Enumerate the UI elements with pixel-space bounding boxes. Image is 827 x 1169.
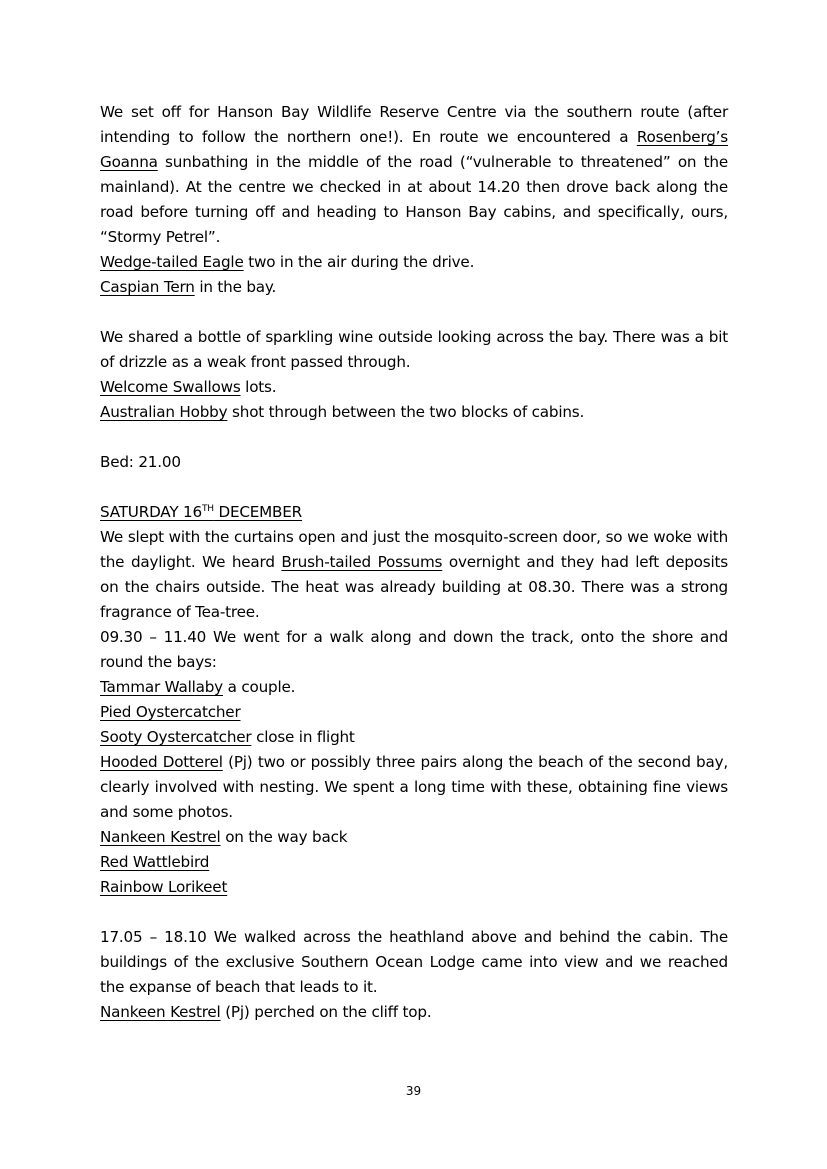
species-name: Rosenberg’s Goanna <box>100 128 728 171</box>
page-number: 39 <box>405 1084 422 1098</box>
spacer <box>100 425 728 450</box>
species-name: Australian Hobby <box>100 403 228 421</box>
sighting-note: on the way back <box>220 828 348 846</box>
sighting-line <box>100 675 728 700</box>
day-heading <box>100 500 728 525</box>
species-name: Sooty Oystercatcher <box>100 728 252 746</box>
sighting-line <box>100 700 728 725</box>
sighting-note: close in flight <box>251 728 355 746</box>
sighting-note: lots. <box>240 378 277 396</box>
sighting-line <box>100 400 728 425</box>
species-name: Nankeen Kestrel <box>100 828 221 846</box>
sighting-note: shot through between the two blocks of cabins. <box>227 403 585 421</box>
day-heading-month: DECEMBER <box>213 503 303 521</box>
sighting-line <box>100 375 728 400</box>
day-heading-suffix: TH <box>201 504 214 514</box>
day-heading-text: SATURDAY 16 <box>100 503 202 521</box>
paragraph-text: sunbathing in the middle of the road (“vulnerable to threatened” on the mainland). At the centre we checked in at about 14.20 then drove back along the road before turning off and heading to Hanson Bay cabins, and specifically, ours, “Stormy Petrel”. <box>100 153 728 246</box>
paragraph-evening: 17.05 – 18.10 We walked across the heathland above and behind the cabin. The buildings of the exclusive Southern Ocean Lodge came into view and we reached the expanse of beach that leads to it. <box>100 928 728 996</box>
species-name: Brush-tailed Possums <box>281 553 443 571</box>
sighting-line <box>100 850 728 875</box>
paragraph-text: (Pj) two or possibly three pairs along the beach of the second bay, clearly involved with nesting. We spent a long time with these, obtaining fine views and some photos. <box>100 753 729 821</box>
species-name: Red Wattlebird <box>100 853 210 871</box>
paragraph-morning <box>100 525 728 625</box>
paragraph-walk: 09.30 – 11.40 We went for a walk along and down the track, onto the shore and round the bays: <box>100 628 728 671</box>
paragraph-text: We slept with the curtains open and just the mosquito-screen door, so we woke with the daylight. We heard <box>100 528 728 571</box>
sighting-line <box>100 825 728 850</box>
spacer <box>100 475 728 500</box>
document-body <box>100 100 728 1025</box>
sighting-note: a couple. <box>222 678 296 696</box>
bed-time: Bed: 21.00 <box>100 453 181 471</box>
species-name: Rainbow Lorikeet <box>100 878 228 896</box>
species-name: Nankeen Kestrel <box>100 1003 221 1021</box>
sighting-line <box>100 875 728 900</box>
spacer <box>100 900 728 925</box>
sighting-line <box>100 275 728 300</box>
paragraph-dotterel <box>100 750 728 825</box>
sighting-line <box>100 250 728 275</box>
sighting-note: in the bay. <box>194 278 277 296</box>
species-name: Wedge-tailed Eagle <box>100 253 244 271</box>
sighting-line <box>100 1000 728 1025</box>
species-name: Caspian Tern <box>100 278 195 296</box>
paragraph-text: We set off for Hanson Bay Wildlife Reserve Centre via the southern route (after intending to follow the northern one!). En route we encountered a <box>100 103 728 146</box>
species-name: Hooded Dotterel <box>100 753 223 771</box>
sighting-line <box>100 725 728 750</box>
spacer <box>100 300 728 325</box>
paragraph-arrival <box>100 100 728 250</box>
sighting-note: (Pj) perched on the cliff top. <box>220 1003 432 1021</box>
paragraph-wine: We shared a bottle of sparkling wine outside looking across the bay. There was a bit of drizzle as a weak front passed through. <box>100 328 728 371</box>
species-name: Tammar Wallaby <box>100 678 223 696</box>
paragraph-text: overnight and they had left deposits on the chairs outside. The heat was already building at 08.30. There was a strong fragrance of Tea-tree. <box>100 553 728 621</box>
species-name: Welcome Swallows <box>100 378 241 396</box>
species-name: Pied Oystercatcher <box>100 703 241 721</box>
sighting-note: two in the air during the drive. <box>243 253 475 271</box>
